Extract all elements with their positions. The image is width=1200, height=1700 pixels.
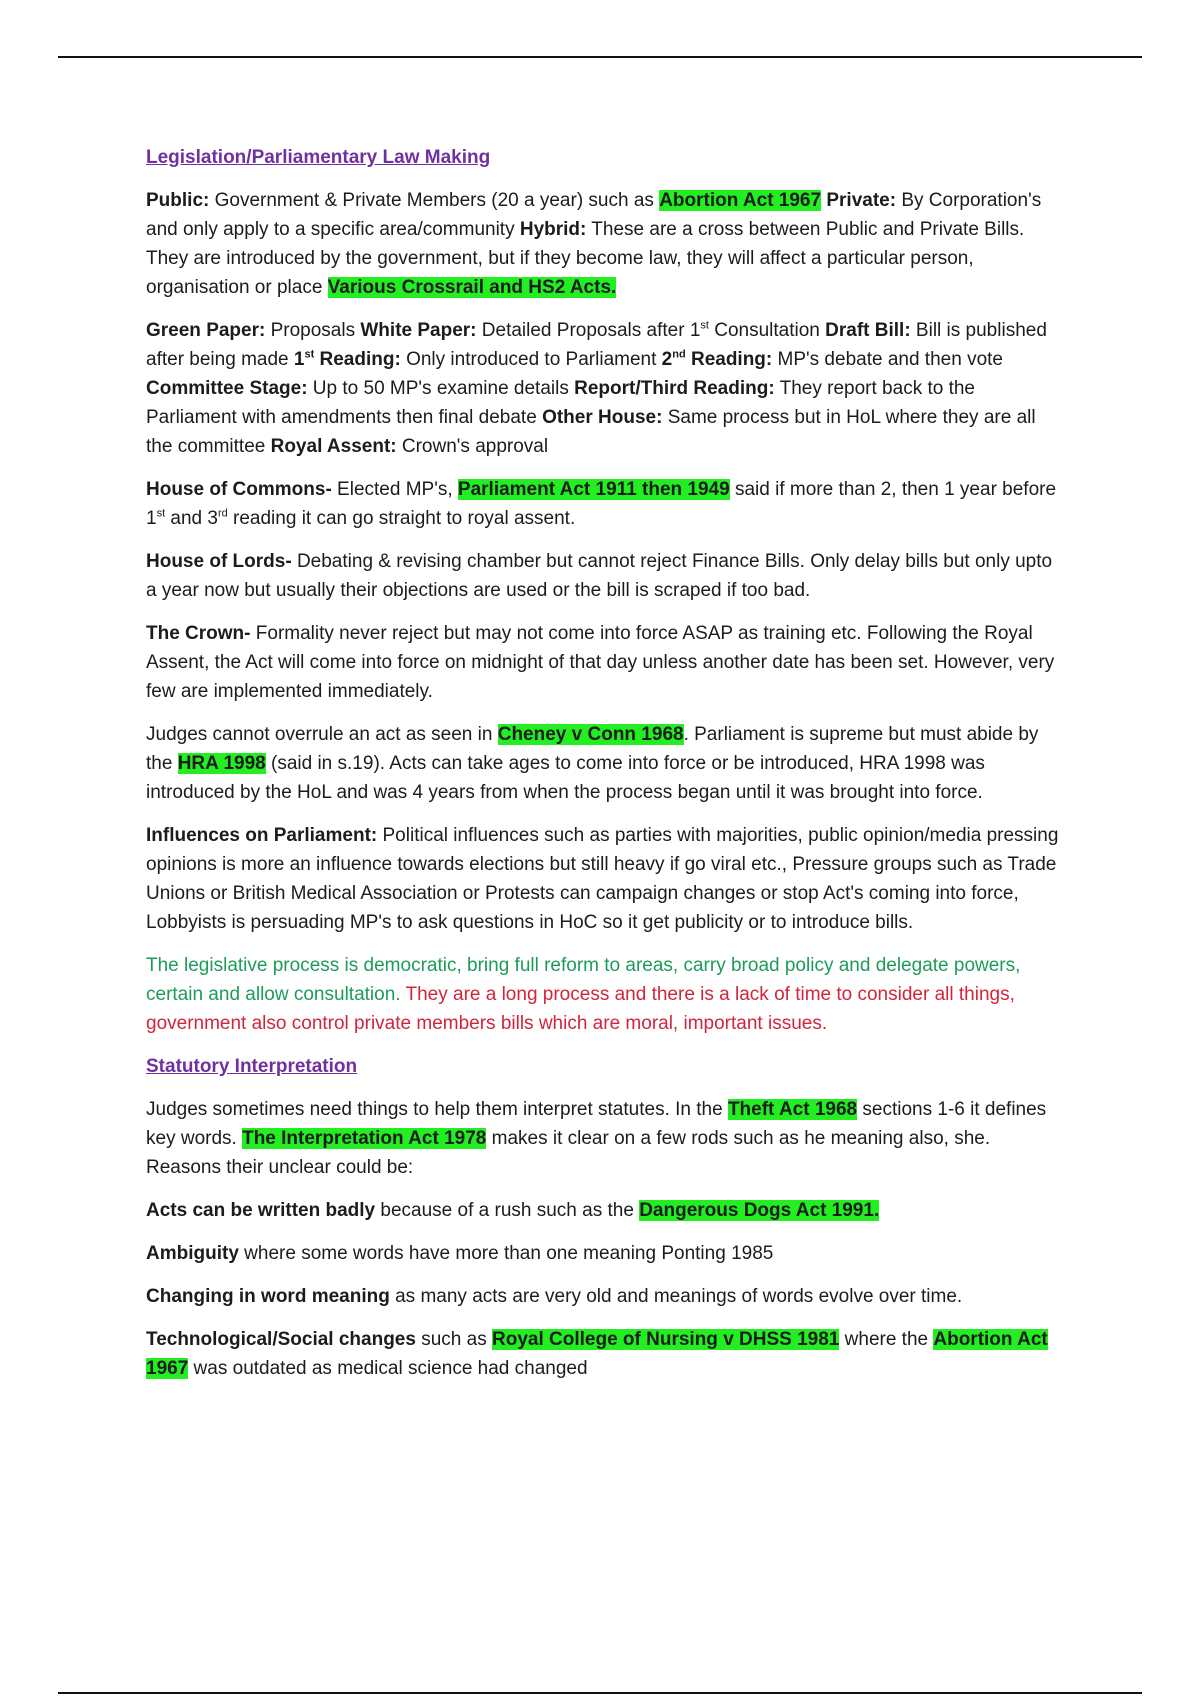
commons-text: said if more than 2, then 1 year before 1 <box>146 479 1057 529</box>
commons-text: Elected MP's, <box>331 479 458 500</box>
white-paper-label: White Paper: <box>360 320 477 341</box>
section-heading-statutory-interpretation: Statutory Interpretation <box>146 1056 358 1077</box>
paragraph-house-of-lords <box>146 547 1066 605</box>
paragraph-the-crown <box>146 619 1066 706</box>
paragraph-influences <box>146 821 1066 937</box>
lords-text: Debating & revising chamber but cannot reject Finance Bills. Only delay bills but only upto a year now but usually their objections are used or the bill is scraped if too bad. <box>146 551 1053 601</box>
highlight-case: Theft Act 1968 <box>727 1099 858 1120</box>
technological-label: Technological/Social changes <box>146 1329 416 1350</box>
highlight-case: The Interpretation Act 1978 <box>242 1128 487 1149</box>
highlight-case: Abortion Act 1967 <box>146 1329 1048 1379</box>
influences-label: Influences on Parliament: <box>146 825 378 846</box>
highlight-case: Abortion Act 1967 <box>659 190 822 211</box>
green-paper-label: Green Paper: <box>146 320 266 341</box>
private-label: Private: <box>821 190 897 211</box>
superscript: st <box>700 319 709 332</box>
evaluation-disadvantages: They are a long process and there is a lack of time to consider all things, government also control private members bills which are moral, important issues. <box>146 984 1015 1034</box>
public-text: Government & Private Members (20 a year) such as <box>209 190 660 211</box>
paragraph-ambiguity <box>146 1239 1066 1268</box>
judges-text: . Parliament is supreme but must abide by the <box>146 724 1039 774</box>
interpretation-text: makes it clear on a few rods such as he meaning also, she. Reasons their unclear could be: <box>146 1128 991 1178</box>
word-meaning-label: Changing in word meaning <box>146 1286 390 1307</box>
paragraph-written-badly <box>146 1196 1066 1225</box>
private-text: By Corporation's and only apply to a specific area/community <box>146 190 1042 240</box>
highlight-case: Various Crossrail and HS2 Acts. <box>327 277 617 298</box>
public-label: Public: <box>146 190 210 211</box>
ambiguity-text: where some words have more than one meaning Ponting 1985 <box>238 1243 774 1264</box>
evaluation-advantages: The legislative process is democratic, bring full reform to areas, carry broad policy and delegate powers, certain and allow consultation. <box>146 955 1021 1005</box>
highlight-case: Parliament Act 1911 then 1949 <box>457 479 730 500</box>
royal-assent-text: Crown's approval <box>396 436 549 457</box>
technological-text: was outdated as medical science had changed <box>188 1358 588 1379</box>
first-reading-number: 1 <box>293 349 305 370</box>
other-house-text: Same process but in HoL where they are all the committee <box>146 407 1036 457</box>
report-reading-text: They report back to the Parliament with amendments then final debate <box>146 378 976 428</box>
white-paper-text: Consultation <box>708 320 826 341</box>
second-reading-label <box>662 349 773 370</box>
hybrid-text: These are a cross between Public and Private Bills. They are introduced by the government, but if they become law, they will affect a particular person, organisation or place <box>146 219 1025 298</box>
word-meaning-text: as many acts are very old and meanings of words evolve over time. <box>389 1286 963 1307</box>
white-paper-text: Detailed Proposals after 1 <box>476 320 701 341</box>
lords-label: House of Lords- <box>146 551 292 572</box>
written-badly-text: because of a rush such as the <box>375 1200 640 1221</box>
committee-stage-label: Committee Stage: <box>146 378 308 399</box>
draft-bill-text: Bill is published after being made <box>146 320 1047 370</box>
judges-text: Judges cannot overrule an act as seen in <box>146 724 498 745</box>
commons-text: and 3 <box>165 508 218 529</box>
second-reading-text: MP's debate and then vote <box>772 349 1003 370</box>
commons-label: House of Commons- <box>146 479 332 500</box>
influences-text: Political influences such as parties with majorities, public opinion/media pressing opinions is more an influence towards elections but still heavy if go viral etc., Pressure groups such as Trade Unions or British Medical Association or Protests can campaign changes or stop Act's coming into force, Lobbyists is persuading MP's to ask questions in HoC so it get publicity or to introduce bills. <box>146 825 1059 933</box>
superscript: rd <box>217 507 228 520</box>
other-house-label: Other House: <box>542 407 663 428</box>
paragraph-legislative-stages <box>146 316 1066 461</box>
first-reading-label <box>294 349 401 370</box>
second-reading-number: 2 <box>661 349 673 370</box>
highlight-case: HRA 1998 <box>177 753 266 774</box>
document-body <box>146 143 1066 1397</box>
interpretation-text: Judges sometimes need things to help them interpret statutes. In the <box>146 1099 728 1120</box>
superscript: st <box>156 507 166 520</box>
top-rule <box>58 56 1142 58</box>
bottom-rule <box>58 1692 1142 1694</box>
interpretation-text: sections 1-6 it defines key words. <box>146 1099 1047 1149</box>
first-reading-text: Only introduced to Parliament <box>400 349 662 370</box>
second-reading-word: Reading: <box>685 349 773 370</box>
technological-text: such as <box>415 1329 492 1350</box>
paragraph-interpretation-intro <box>146 1095 1066 1182</box>
written-badly-label: Acts can be written badly <box>146 1200 376 1221</box>
ambiguity-label: Ambiguity <box>146 1243 239 1264</box>
paragraph-technological-changes <box>146 1325 1066 1383</box>
first-reading-word: Reading: <box>314 349 401 370</box>
paragraph-house-of-commons <box>146 475 1066 533</box>
superscript: nd <box>672 348 686 361</box>
green-paper-text: Proposals <box>265 320 361 341</box>
highlight-case: Dangerous Dogs Act 1991. <box>639 1200 880 1221</box>
paragraph-judges <box>146 720 1066 807</box>
crown-label: The Crown- <box>146 623 251 644</box>
crown-text: Formality never reject but may not come into force ASAP as training etc. Following the Royal Assent, the Act will come into force on midnight of that day unless another date has been set. However, very few are implemented immediately. <box>146 623 1055 702</box>
technological-text: where the <box>839 1329 934 1350</box>
paragraph-bill-types <box>146 186 1066 302</box>
commons-text: reading it can go straight to royal assent. <box>227 508 576 529</box>
paragraph-evaluation <box>146 951 1066 1038</box>
superscript: st <box>304 348 315 361</box>
paragraph-word-meaning <box>146 1282 1066 1311</box>
section-heading-legislation: Legislation/Parliamentary Law Making <box>146 147 491 168</box>
royal-assent-label: Royal Assent: <box>270 436 397 457</box>
committee-stage-text: Up to 50 MP's examine details <box>307 378 575 399</box>
judges-text: (said in s.19). Acts can take ages to come into force or be introduced, HRA 1998 was introduced by the HoL and was 4 years from when the process began until it was brought into force. <box>146 753 985 803</box>
highlight-case: Royal College of Nursing v DHSS 1981 <box>492 1329 840 1350</box>
hybrid-label: Hybrid: <box>519 219 587 240</box>
highlight-case: Cheney v Conn 1968 <box>497 724 684 745</box>
report-reading-label: Report/Third Reading: <box>574 378 775 399</box>
draft-bill-label: Draft Bill: <box>825 320 911 341</box>
